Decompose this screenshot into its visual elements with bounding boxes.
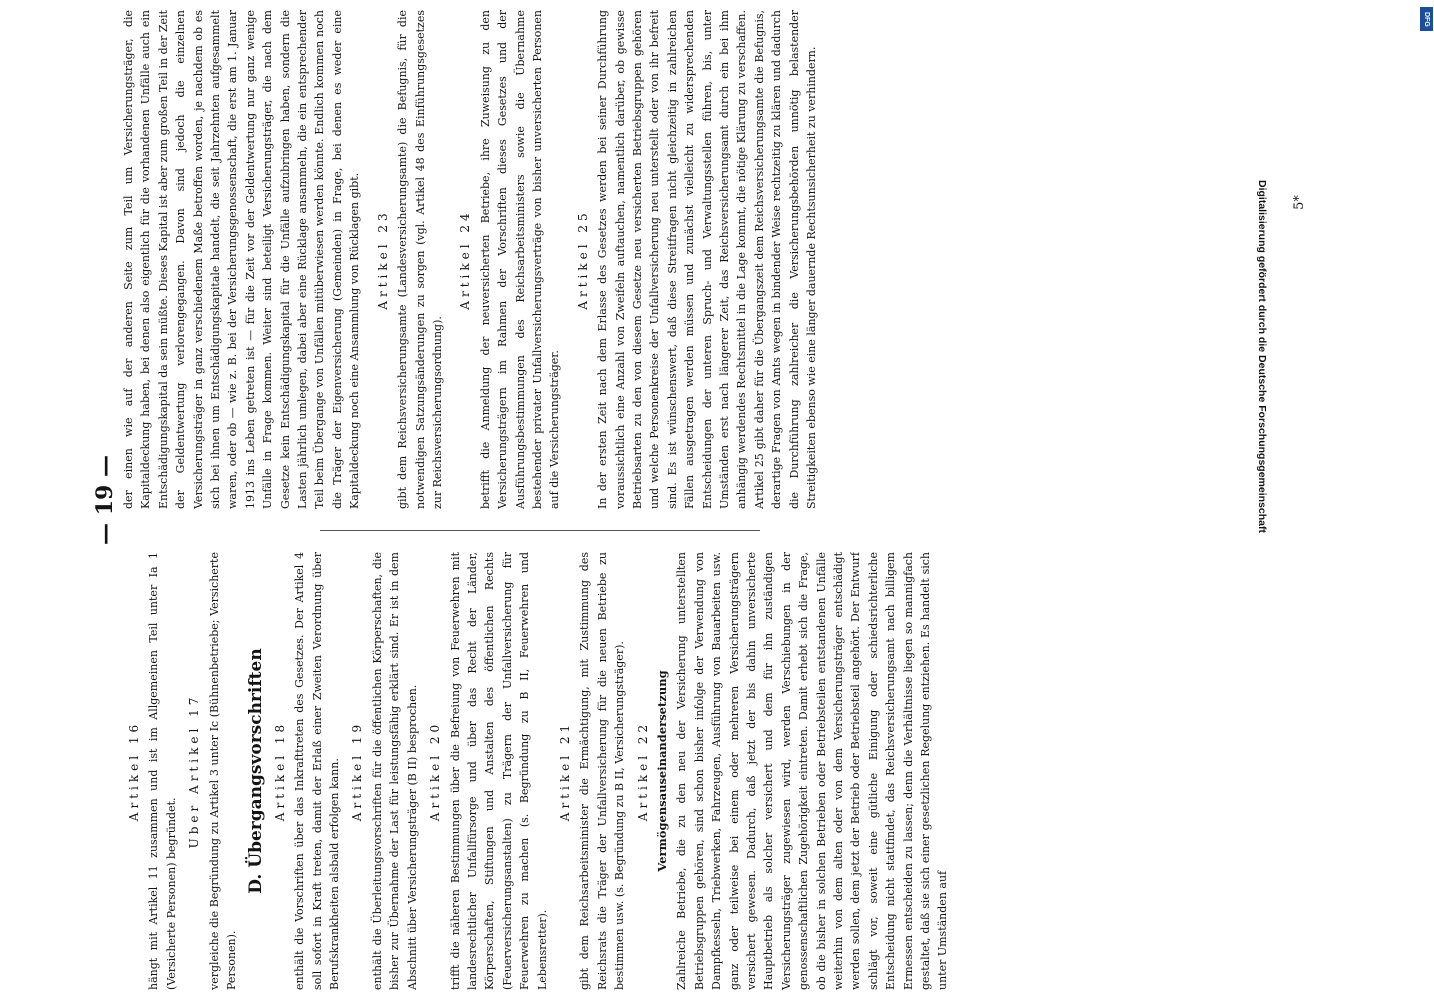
article-19-text: enthält die Überleitungsvorschriften für die öffentlichen Körperschaften, die bisher zur Übernahme der Last für leistungsfähig erklärt sind. Er ist in dem Abschnitt über Versicherungsträger (B II) besprochen. bbox=[370, 552, 419, 990]
article-24-heading: Artikel 24 bbox=[458, 209, 473, 310]
article-22-continuation: der einen wie auf der anderen Seite zum Teil um Versicherungsträger, die Kapitaldeckung haben, bei denen also eigentlich für die vorhandenen Unfälle auch ein Entschädigungskapital da sein müßte. Dieses Kapital ist aber zum großen Teil in der Zeit der Geldentwertung verlorengegangen. Davon sind jedoch die einzelnen Versicherungsträger in ganz verschiedenem Maße betroffen worden, je nachdem ob es sich bei ihnen um Entschädigungskapitale handelt, die seit Jahrzehnten aufgesammelt waren, oder ob — wie z. B. bei der Versicherungsgenossenschaft, die erst am 1. Januar 1913 ins Leben getreten ist — für die Zeit vor der Geldentwertung nur ganz wenige Unfälle in Frage kommen. Weiter sind beteiligt Versicherungsträger, die nach dem Gesetze kein Entschädigungskapital für die Unfälle aufzubringen haben, sondern die Lasten jährlich umlegen, dabei aber eine Rücklage ansammeln, die ein entsprechender Teil beim Übergange von Unfällen mitüberwiesen werden könnte. Endlich kommen noch die Träger der Eigenversicherung (Gemeinden) in Frage, bei denen es weder eine Kapitaldeckung noch eine Ansammlung von Rücklagen gibt. bbox=[122, 10, 362, 509]
article-22-heading: Artikel 22 bbox=[635, 720, 650, 822]
article-20-text: trifft die näheren Bestimmungen über die Befreiung von Feuerwehren mit landesrechtlicher Unfallfürsorge und über das Recht der Länder, Körperschaften, Stiftungen und Anstalten des öffentlichen Rechts (Feuerversicherungsanstalten) zu Trägern der Unfallversicherung für Feuerwehren zu machen (s. Begründung zu B II, Feuerwehren und Lebensretter). bbox=[448, 552, 549, 990]
article-20-heading: Artikel 20 bbox=[428, 720, 443, 822]
article-19-heading: Artikel 19 bbox=[350, 720, 365, 822]
article-22-text: Zahlreiche Betriebe, die zu den neu der Versicherung unterstellten Betriebsgruppen gehören, sind schon bisher infolge der Verwendung von Dampfkesseln, Triebwerken, Fahrzeugen, Ausführung von Bauarbeiten usw. ganz oder teilweise bei einem oder mehreren Versicherungsträgern versichert gewesen. Dadurch, daß jetzt der bis dahin unversicherte Hauptbetrieb als solcher versichert und dem für ihn zuständigen Versicherungsträger zugewiesen wird, werden Verschiebungen in der genossenschaftlichen Zugehörigkeit eintreten. Damit erhebt sich die Frage, ob die bisher in solchen Betrieben oder Betriebsteilen entstandenen Unfälle weiterhin von dem alten oder von dem Versicherungsträger entschädigt werden sollen, dem jetzt der Betrieb oder Betriebsteil angehört. Der Entwurf schlägt vor, soweit eine gütliche Einigung oder schiedsrichterliche Entscheidung nicht stattfindet, das Reichsversicherungsamt nach billigem Ermessen entscheiden zu lassen; denn die Verhältnisse liegen so mannigfach gestaltet, daß sie sich einer gesetzlichen Regelung entziehen. Es handelt sich unter Umständen auf bbox=[675, 552, 950, 990]
dfg-logo: DFG bbox=[1420, 7, 1433, 31]
article-16-text: hängt mit Artikel 11 zusammen und ist im Allgemeinen Teil unter Ia 1 (Versicherte Personen) begründet. bbox=[147, 552, 178, 990]
page-number-header: — 19 — bbox=[92, 455, 118, 545]
article-18-text: enthält die Vorschriften über das Inkrafttreten des Gesetzes. Der Artikel 4 soll sofort in Kraft treten, damit der Erlaß einer Zweiten Verordnung über Berufskrankheiten alsbald erfolgen kann. bbox=[293, 552, 342, 990]
article-21-heading: Artikel 21 bbox=[557, 720, 572, 822]
article-25-heading: Artikel 25 bbox=[575, 209, 590, 310]
column-divider bbox=[320, 530, 760, 531]
article-24-text: betrifft die Anmeldung der neuversicherten Betriebe, ihre Zuweisung zu den Versicherungsträgern im Rahmen der Vorschriften dieses Gesetzes und der Ausführungsbestimmungen des Reichsarbeitsministers sowie die Übernahme bestehender privater Unfallversicherungsverträge von bisher unversicherten Personen auf die Versicherungsträger. bbox=[478, 10, 562, 509]
page-footer-number: 5* bbox=[1291, 195, 1307, 210]
section-d-heading: D. Übergangsvorschriften bbox=[246, 648, 267, 894]
article-21-text: gibt dem Reichsarbeitsminister die Ermächtigung, mit Zustimmung des Reichsrats die Träger der Unfallversicherung für die neuen Betriebe zu bestimmen usw. (s. Begründung zu B II, Versicherungsträger). bbox=[578, 552, 627, 990]
rotated-page bbox=[90, 10, 1250, 990]
left-column bbox=[120, 552, 1250, 990]
article-22-subheading: Vermögensauseinandersetzung bbox=[654, 670, 669, 872]
article-16-heading: Artikel 16 bbox=[127, 720, 141, 822]
article-23-text: gibt dem Reichsversicherungsamte (Landesversicherungsamte) die Befugnis, für die notwendigen Satzungsänderungen zu sorgen (vgl. Artikel 48 des Einführungsgesetzes zur Reichsversicherungsordnung). bbox=[396, 10, 444, 509]
article-25-text: In der ersten Zeit nach dem Erlasse des Gesetzes werden bei seiner Durchführung voraussichtlich eine Anzahl von Zweifeln auftauchen, namentlich darüber, ob gewisse Betriebsarten zu den von diesem Gesetze neu versicherten Betriebsgruppen gehören und welche Personenkreise der Unfallversicherung neu unterstellt oder von ihr befreit sind. Es ist wünschenswert, daß diese Streitfragen nicht gleichzeitig in zahlreichen Fällen ausgetragen werden müssen und zunächst vielleicht zu widersprechenden Entscheidungen der unteren Spruch- und Verwaltungsstellen führen, bis, unter Umständen erst nach längerer Zeit, das Reichsversicherungsamt durch ein bei ihm anhängig werdendes Rechtsmittel in die Lage kommt, die nötige Klärung zu verschaffen. Artikel 25 gibt daher für die Übergangszeit dem Reichsversicherungsamte die Befugnis, derartige Fragen von Amts wegen in bindender Weise rechtzeitig zu klären und dadurch die Durchführung zahlreicher die Versicherungsbehörden unnötig belastender Streitigkeiten ebenso wie eine länger dauernde Rechtsunsicherheit zu verhindern. bbox=[596, 10, 819, 509]
right-column bbox=[120, 10, 1250, 509]
digitization-credit: Digitalisierung gefördert durch die Deutsche Forschungsgemeinschaft bbox=[1256, 180, 1268, 533]
article-23-heading: Artikel 23 bbox=[375, 209, 390, 310]
article-17-text: vergleiche die Begründung zu Artikel 3 unter Ic (Bühnenbetriebe; Versicherte Personen). bbox=[207, 552, 239, 990]
article-17-heading: Uber Artikel 17 bbox=[187, 693, 202, 849]
article-18-heading: Artikel 18 bbox=[272, 720, 287, 822]
